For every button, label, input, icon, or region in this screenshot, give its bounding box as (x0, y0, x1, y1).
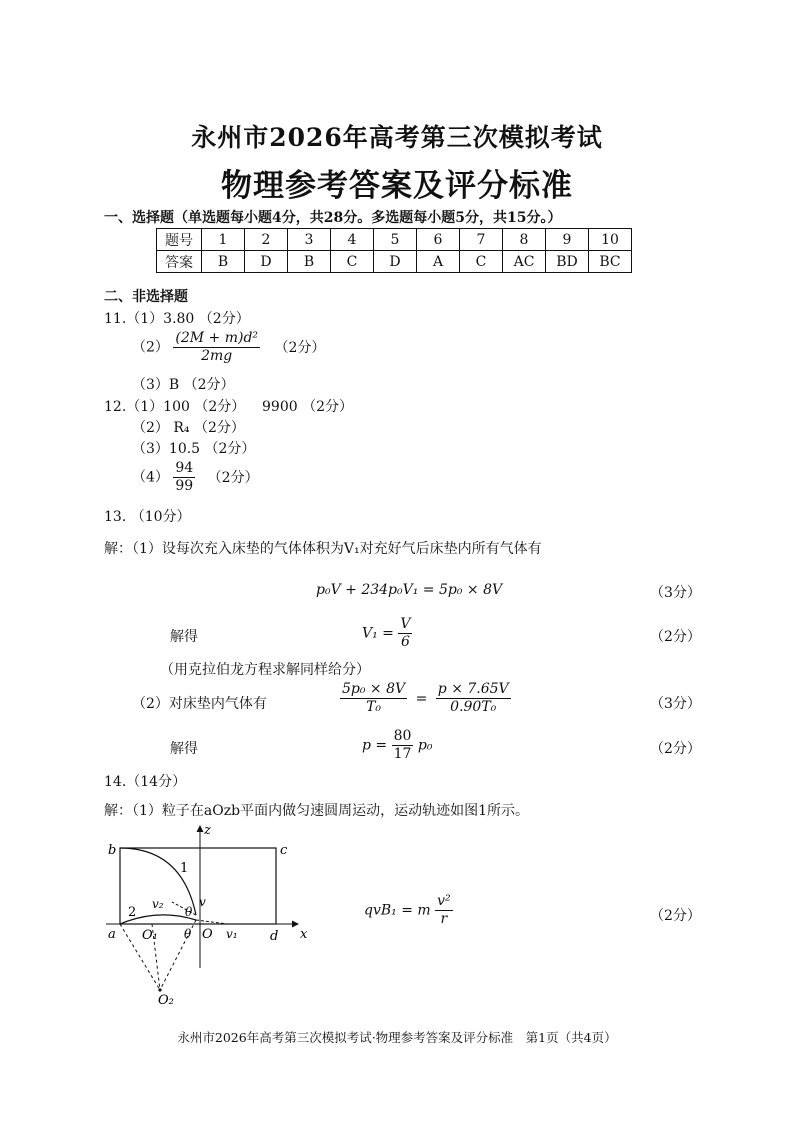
question-number: 1 (202, 229, 245, 251)
center-o2-dot (158, 988, 161, 991)
answer-cell: C (331, 251, 374, 273)
q14-heading: 14.（14分） (104, 774, 187, 790)
q12-part1a: 12.（1）100 （2分） (104, 399, 246, 415)
q13-eq3-left-fraction (340, 681, 407, 716)
q13-heading: 13. （10分） (104, 509, 191, 525)
q13-eq3-left-denominator: T₀ (366, 699, 382, 715)
q13-eq1-score: （3分） (650, 585, 701, 601)
q13-eq3-left-numerator: 5p₀ × 8V (342, 681, 406, 697)
q13-eq3-right-denominator: 0.90T₀ (450, 699, 497, 715)
q11-fraction (173, 330, 260, 365)
q13-note: （用克拉伯龙方程求解同样给分） (160, 662, 370, 678)
label-z: z (204, 823, 211, 838)
page-footer: 永州市2026年高考第三次模拟考试·物理参考答案及评分标准 第1页（共4页） (177, 1030, 617, 1045)
section2-heading: 二、非选择题 (104, 289, 188, 305)
q13-solve1-label: 解得 (170, 629, 198, 645)
q13-eq2-denominator: 6 (400, 634, 410, 650)
q13-equation1: p₀V + 234p₀V₁ = 5p₀ × 8V (316, 582, 503, 598)
label-O1: O₁ (142, 928, 158, 943)
question-number: 8 (503, 229, 546, 251)
q13-eq3-score: （3分） (650, 696, 701, 712)
answer-cell: B (202, 251, 245, 273)
q13-solve2-label: 解得 (170, 741, 198, 757)
q11-fraction-denominator: 2mg (201, 348, 233, 364)
label-c: c (280, 843, 288, 858)
q12-part4 (132, 460, 259, 495)
q14-eq-numerator: v² (437, 893, 451, 909)
answer-key-title: 物理参考答案及评分标准 (221, 168, 573, 204)
q13-eq3-equals: = (415, 690, 428, 707)
answer-cell: B (288, 251, 331, 273)
q14-eq-denominator: r (440, 911, 448, 927)
q13-eq3-right-numerator: p × 7.65V (437, 681, 509, 697)
answer-cell: A (417, 251, 460, 273)
q12-part2: （2） R₄ （2分） (132, 420, 245, 436)
label-x: x (300, 927, 308, 942)
answer-table (156, 228, 632, 273)
answer-cell: D (374, 251, 417, 273)
q13-eq4-fraction (392, 728, 414, 763)
q12-part4-label: （4） (132, 469, 169, 486)
row-label-question: 题号 (157, 229, 202, 251)
answer-cell: C (460, 251, 503, 273)
question-number: 5 (374, 229, 417, 251)
q13-equation4 (362, 728, 432, 763)
section1-heading: 一、选择题（单选题每小题4分，共28分。多选题每小题5分，共15分。） (104, 210, 562, 226)
table-row-questions (157, 229, 632, 251)
question-number: 2 (245, 229, 288, 251)
q11-part1: 11.（1）3.80 （2分） (104, 311, 250, 327)
q13-eq2-lhs: V₁ = (362, 625, 394, 642)
label-O: O (202, 927, 213, 942)
label-d: d (270, 929, 279, 944)
q13-eq4-lhs: p = (362, 737, 388, 754)
exam-title: 永州市2026年高考第三次模拟考试 (191, 123, 603, 152)
label-v2: v₂ (152, 897, 164, 911)
answer-cell: D (245, 251, 288, 273)
q12-part3: （3）10.5 （2分） (132, 441, 256, 457)
label-v1: v₁ (226, 927, 238, 941)
table-row-answers (157, 251, 632, 273)
q14-eq-fraction (435, 893, 453, 928)
question-number: 3 (288, 229, 331, 251)
question-number: 6 (417, 229, 460, 251)
trajectory-figure (100, 818, 315, 1010)
q13-eq4-tail: p₀ (417, 737, 433, 754)
answer-cell: BC (589, 251, 632, 273)
label-theta-lower: θ (184, 927, 192, 941)
q13-eq2-fraction (398, 616, 412, 651)
q14-intro: 解：（1）粒子在aOzb平面内做匀速圆周运动，运动轨迹如图1所示。 (104, 803, 529, 819)
answer-cell: AC (503, 251, 546, 273)
q11-fraction-numerator: (2M + m)d² (175, 330, 259, 346)
q11-part2-score: （2分） (274, 339, 326, 356)
q12-fraction-numerator: 94 (175, 460, 194, 476)
question-number: 7 (460, 229, 503, 251)
q13-equation2 (362, 616, 412, 651)
q13-intro: 解：（1）设每次充入床垫的气体体积为V₁对充好气后床垫内所有气体有 (104, 541, 542, 557)
q12-fraction-denominator: 99 (175, 478, 194, 494)
q13-eq3-right-fraction (436, 681, 511, 716)
question-number: 9 (546, 229, 589, 251)
q13-eq2-score: （2分） (650, 629, 701, 645)
q13-eq4-numerator: 80 (393, 728, 412, 744)
q13-eq4-score: （2分） (650, 741, 701, 757)
label-path-1: 1 (180, 861, 189, 876)
field-region-rect (120, 848, 276, 924)
label-path-2: 2 (128, 905, 137, 920)
label-theta-upper: θ (185, 905, 193, 919)
q14-equation (364, 893, 453, 928)
answer-cell: BD (546, 251, 589, 273)
q12-part1b: 9900 （2分） (262, 399, 353, 415)
label-O2: O₂ (158, 993, 174, 1008)
q13-eq2-numerator: V (400, 616, 411, 632)
dashed-line-v2 (172, 902, 196, 915)
q14-eq-lhs: qvB₁ = m (364, 902, 431, 919)
label-b: b (108, 843, 117, 858)
label-a: a (108, 927, 116, 942)
row-label-answer: 答案 (157, 251, 202, 273)
q11-part2 (132, 330, 325, 365)
q14-eq-score: （2分） (650, 908, 701, 924)
q11-part3: （3）B （2分） (132, 377, 235, 393)
question-number: 10 (589, 229, 632, 251)
label-v: v (199, 895, 206, 909)
q12-fraction (173, 460, 195, 495)
q13-part2-label: （2）对床垫内气体有 (132, 696, 267, 712)
question-number: 4 (331, 229, 374, 251)
q11-part2-label: （2） (132, 339, 169, 356)
q13-eq4-denominator: 17 (393, 746, 412, 762)
q13-equation3 (340, 681, 511, 716)
q12-part4-score: （2分） (207, 469, 259, 486)
